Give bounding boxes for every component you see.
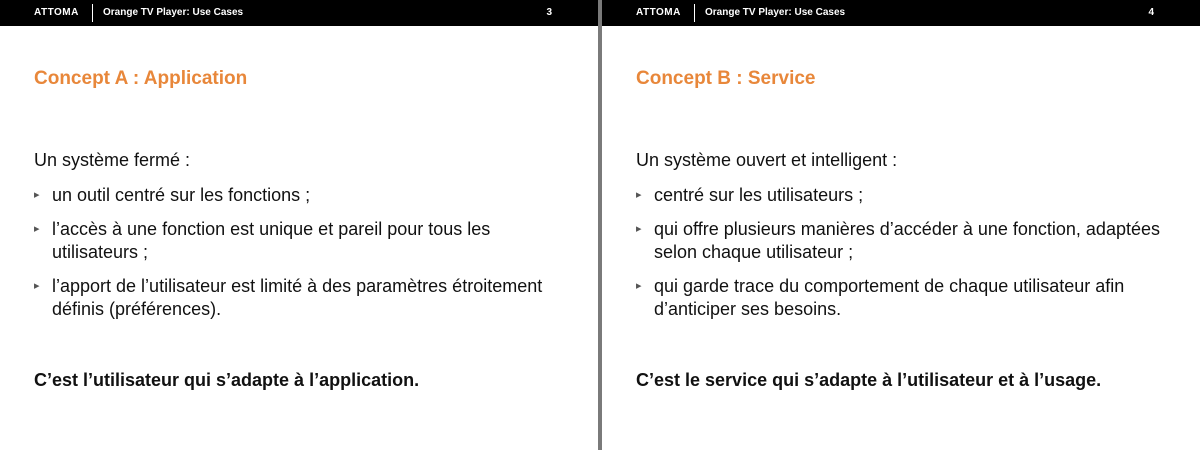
slide-page-4 (602, 0, 1200, 450)
slide-page-3 (0, 0, 598, 450)
header-separator (92, 4, 93, 22)
page-number: 3 (546, 7, 552, 18)
bullet-item (34, 218, 574, 264)
slide-title: Concept B : Service (636, 68, 816, 89)
triangle-bullet-icon: ▸ (34, 189, 40, 201)
deck-title: Orange TV Player: Use Cases (103, 7, 244, 18)
bullet-text: un outil centré sur les fonctions ; (52, 185, 311, 205)
brand-name: ATTOMA (636, 7, 681, 18)
slide-conclusion: C’est le service qui s’adapte à l’utilisateur et à l’usage. (636, 370, 1102, 390)
header-separator (694, 4, 695, 22)
bullet-text: qui garde trace du comportement de chaque utilisateur afin d’anticiper ses besoins. (654, 276, 1125, 319)
bullet-text: centré sur les utilisateurs ; (654, 185, 864, 205)
slide-intro: Un système fermé : (34, 150, 191, 170)
slide-header (0, 0, 598, 26)
bullet-text: l’accès à une fonction est unique et pareil pour tous les utilisateurs ; (52, 219, 491, 262)
triangle-bullet-icon: ▸ (34, 280, 40, 292)
page-number: 4 (1148, 7, 1154, 18)
slide-header (602, 0, 1200, 26)
bullet-list (34, 184, 574, 332)
triangle-bullet-icon: ▸ (636, 280, 642, 292)
bullet-item (636, 184, 1176, 207)
triangle-bullet-icon: ▸ (636, 189, 642, 201)
bullet-text: qui offre plusieurs manières d’accéder à une fonction, adaptées selon chaque utilisateur ; (654, 219, 1160, 262)
slide-intro: Un système ouvert et intelligent : (636, 150, 898, 170)
bullet-item (636, 275, 1176, 321)
bullet-item (34, 275, 574, 321)
bullet-item (34, 184, 574, 207)
brand-name: ATTOMA (34, 7, 79, 18)
triangle-bullet-icon: ▸ (34, 223, 40, 235)
triangle-bullet-icon: ▸ (636, 223, 642, 235)
bullet-item (636, 218, 1176, 264)
bullet-text: l’apport de l’utilisateur est limité à des paramètres étroitement définis (préférences). (52, 276, 543, 319)
slide-title: Concept A : Application (34, 68, 248, 89)
bullet-list (636, 184, 1176, 332)
deck-title: Orange TV Player: Use Cases (705, 7, 846, 18)
slide-conclusion: C’est l’utilisateur qui s’adapte à l’application. (34, 370, 420, 390)
